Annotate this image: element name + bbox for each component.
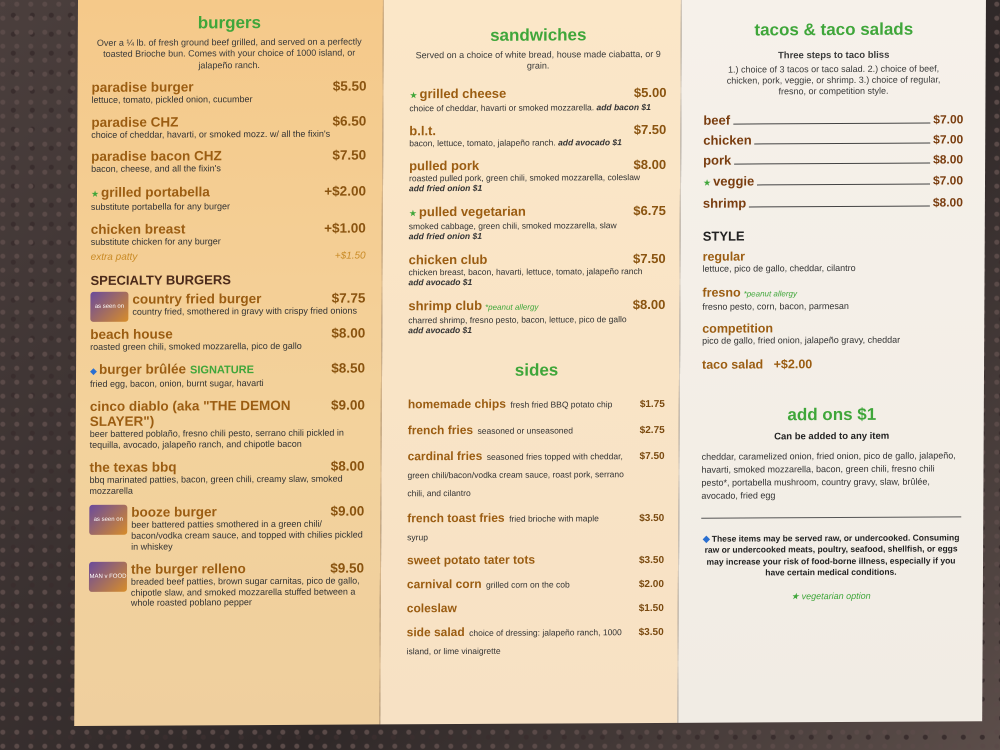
- item-desc: fresh fried BBQ potato chip: [510, 399, 613, 411]
- vegetarian-note-text: vegetarian option: [801, 590, 871, 601]
- raw-warning-diamond-icon: ◆: [702, 533, 710, 544]
- vegetarian-star-icon: ★: [408, 208, 417, 219]
- item-desc: charred shrimp, fresno pesto, bacon, lettuce, pico de gallo: [408, 314, 627, 326]
- item-price: $8.00: [331, 325, 366, 341]
- item-desc: seasoned or unseasoned: [477, 425, 574, 437]
- item-desc: breaded beef patties, brown sugar carnitas, pico de gallo, chipotle slaw, and smoked mozzarella stuffed between a whole roasted poblano pepper: [130, 575, 360, 609]
- item-desc: choice of cheddar, havarti, or smoked mozz. w/ all the fixin's: [91, 128, 331, 140]
- item-addon: add fried onion $1: [408, 182, 483, 194]
- item-desc: lettuce, tomato, pickled onion, cucumber: [91, 93, 253, 105]
- burgers-panel: [74, 0, 383, 726]
- item-price: $8.00: [330, 458, 365, 474]
- vegetarian-star-icon: ★: [702, 177, 712, 188]
- sandwiches-panel: [379, 0, 681, 724]
- item-price: +$2.00: [324, 183, 367, 199]
- item-price: $3.50: [639, 513, 665, 525]
- style-name: competition: [702, 320, 774, 336]
- burger-item: [90, 360, 365, 390]
- tv-badge-logo: as seen on: [90, 291, 128, 321]
- item-name: beef: [703, 112, 731, 128]
- side-item: [407, 552, 664, 567]
- addons-title: add ons $1: [787, 404, 877, 424]
- leader-line: [757, 183, 930, 185]
- burger-item: [90, 398, 365, 451]
- item-price: $7.50: [332, 147, 367, 164]
- burger-item: [90, 290, 365, 326]
- taco-steps-title: Three steps to taco bliss: [777, 49, 890, 62]
- raw-warning-diamond-icon: ◆: [90, 366, 98, 377]
- item-desc: beer battered poblaño, fresno chili pesto, serrano chili pickled in tequilla, avocado, jalapeño ranch, and chipotle bacon: [89, 427, 344, 450]
- item-name: chicken: [703, 132, 752, 148]
- burger-item: [91, 148, 366, 175]
- sandwich-item: [409, 202, 666, 242]
- style-desc: pico de gallo, fried onion, jalapeño gravy, cheddar: [702, 334, 901, 346]
- item-name: the texas bbq: [89, 459, 177, 475]
- side-item: [407, 574, 664, 593]
- item-desc: fried egg, bacon, onion, burnt sugar, havarti: [89, 378, 264, 390]
- sandwiches-description: Served on a choice of white bread, house made ciabatta, or 9 grain.: [415, 48, 661, 71]
- item-price: $2.00: [638, 579, 664, 591]
- item-price: $7.50: [633, 250, 666, 266]
- item-price: $7.00: [932, 172, 964, 188]
- item-desc: beer battered patties smothered in a green chili/ bacon/vodka cream sauce, and topped with chilies pickled in whiskey: [131, 519, 363, 552]
- item-desc: roasted pulled pork, green chili, smoked mozzarella, coleslaw: [409, 171, 641, 184]
- burger-item: [91, 78, 366, 105]
- item-desc: bbq marinated patties, bacon, green chili, creamy slaw, smoked mozzarella: [89, 473, 343, 496]
- sandwich-item: [409, 122, 666, 149]
- signature-label: SIGNATURE: [189, 364, 255, 377]
- item-name: pulled vegetarian: [418, 203, 526, 220]
- item-addon: add avocado $1: [408, 325, 473, 336]
- item-name: paradise bacon CHZ: [91, 148, 222, 165]
- item-name: cinco diablo (aka "THE DEMON SLAYER"): [89, 398, 291, 430]
- leader-line: [734, 162, 930, 164]
- taco-salad-price: +$2.00: [773, 356, 813, 371]
- item-desc: fried brioche with maple syrup: [407, 513, 599, 543]
- item-name: b.l.t.: [409, 122, 437, 138]
- item-addon: add avocado $1: [408, 276, 473, 288]
- item-name: chicken club: [408, 251, 488, 267]
- side-item: [407, 446, 664, 501]
- taco-item: [703, 111, 963, 127]
- item-price: $7.50: [639, 451, 665, 463]
- style-item: [703, 248, 963, 273]
- item-name: homemade chips: [407, 397, 506, 412]
- extra-patty-label: extra patty: [90, 251, 138, 263]
- burger-item: [91, 220, 366, 247]
- addons-list: cheddar, caramelized onion, fried onion, pico de gallo, jalapeño, havarti, smoked mozzarella, bacon, green chili, fresno chili pesto*, portabella mushroom, country gravy, slaw, brûlée, avocado, fried egg: [701, 450, 956, 501]
- item-desc: roasted green chili, smoked mozzarella, pico de gallo: [90, 340, 302, 352]
- raw-warning: [701, 531, 961, 579]
- style-item: [702, 282, 962, 311]
- item-name: booze burger: [131, 504, 217, 521]
- burger-item: [89, 504, 364, 562]
- item-price: $8.00: [633, 156, 667, 172]
- burger-item: [90, 325, 365, 352]
- item-price: $9.00: [330, 503, 365, 519]
- item-desc: choice of cheddar, havarti or smoked mozzarella.: [409, 101, 595, 113]
- item-price: $1.50: [638, 603, 664, 615]
- item-name: shrimp club: [408, 297, 483, 314]
- leader-line: [755, 142, 931, 144]
- tacos-panel: [677, 0, 986, 723]
- item-name: cardinal fries: [407, 449, 483, 464]
- item-price: $7.00: [933, 131, 964, 147]
- item-name: carnival corn: [406, 577, 482, 592]
- vegetarian-note: [701, 590, 961, 602]
- item-price: $9.00: [331, 397, 365, 413]
- peanut-allergy-note: *peanut allergy: [485, 302, 539, 312]
- sandwich-item: [409, 83, 666, 113]
- tv-badge-logo: as seen on: [89, 505, 127, 535]
- side-item: [407, 622, 664, 659]
- taco-item: [703, 194, 963, 210]
- specialty-title: SPECIALTY BURGERS: [90, 271, 231, 288]
- item-name: pulled pork: [409, 157, 480, 174]
- leader-line: [733, 122, 930, 124]
- leader-line: [749, 205, 930, 207]
- item-price: $5.00: [633, 84, 667, 100]
- item-desc: substitute portabella for any burger: [90, 201, 231, 213]
- sandwich-item: [408, 296, 665, 336]
- item-name: paradise burger: [91, 79, 194, 95]
- item-name: paradise CHZ: [91, 114, 179, 130]
- style-name: fresno: [702, 285, 741, 300]
- item-price: $7.50: [633, 121, 667, 137]
- item-price: $8.00: [632, 296, 666, 313]
- sandwiches-title: sandwiches: [490, 25, 587, 45]
- sandwich-item: [409, 157, 666, 194]
- side-item: [408, 394, 665, 413]
- item-price: $3.50: [638, 627, 664, 639]
- item-addon: add bacon $1: [596, 101, 651, 112]
- taco-salad-name: taco salad: [702, 357, 764, 372]
- side-item: [407, 508, 664, 545]
- item-price: $7.00: [933, 111, 964, 127]
- vegetarian-star-icon: ★: [90, 189, 100, 200]
- item-price: $3.50: [638, 555, 665, 567]
- burger-item: [89, 458, 364, 496]
- item-name: grilled cheese: [419, 85, 507, 101]
- sides-title: sides: [514, 360, 559, 381]
- item-price: $1.75: [639, 399, 665, 411]
- peanut-allergy-note: *peanut allergy: [743, 288, 798, 299]
- item-desc: substitute chicken for any burger: [90, 236, 221, 247]
- item-price: $6.75: [633, 203, 666, 219]
- item-name: the burger relleno: [130, 560, 246, 577]
- item-name: shrimp: [702, 195, 747, 211]
- side-item: [408, 420, 665, 439]
- item-desc: country fried, smothered in gravy with crispy fried onions: [132, 305, 357, 317]
- raw-warning-text: These items may be served raw, or undercooked. Consuming raw or undercooked meats, poultry, seafood, shellfish, or eggs may increase your risk of food-borne illness, especially if you have certain medical conditions.: [704, 532, 960, 578]
- extra-patty-price: +$1.50: [334, 250, 366, 262]
- item-price: $8.00: [932, 194, 963, 210]
- item-desc: choice of dressing: jalapeño ranch, 1000 island, or lime vinaigrette: [406, 627, 622, 657]
- item-price: $6.50: [332, 113, 367, 129]
- burgers-title: burgers: [197, 13, 262, 33]
- burger-item: [89, 560, 364, 618]
- taco-salad: [702, 354, 962, 373]
- item-price: $5.50: [332, 78, 367, 94]
- burger-item: [91, 113, 366, 140]
- item-addon: add fried onion $1: [408, 231, 482, 242]
- style-name: regular: [702, 249, 746, 264]
- vegetarian-star-icon: ★: [409, 89, 418, 100]
- style-item: [702, 320, 962, 345]
- item-price: +$1.00: [324, 220, 366, 236]
- item-name: pork: [703, 152, 732, 168]
- menu-paper: [74, 0, 986, 726]
- item-desc: smoked cabbage, green chili, smoked mozzarella, slaw: [408, 220, 617, 232]
- item-name: chicken breast: [90, 221, 186, 237]
- item-name: grilled portabella: [101, 184, 210, 201]
- item-name: sweet potato tater tots: [407, 552, 536, 568]
- style-title: STYLE: [702, 228, 745, 244]
- item-price: $8.50: [331, 360, 366, 377]
- item-price: $7.75: [331, 290, 366, 306]
- taco-item: [703, 151, 963, 167]
- item-addon: add avocado $1: [558, 136, 622, 148]
- item-price: $8.00: [933, 151, 964, 167]
- item-name: coleslaw: [406, 601, 457, 616]
- item-name: beach house: [90, 326, 173, 342]
- vegetarian-star-icon: ★: [790, 590, 802, 601]
- item-name: veggie: [713, 173, 755, 189]
- addons-subtitle: Can be added to any item: [774, 430, 890, 442]
- style-desc: lettuce, pico de gallo, cheddar, cilantro: [702, 262, 856, 274]
- style-desc: fresno pesto, corn, bacon, parmesan: [702, 300, 849, 312]
- item-desc: grilled corn on the cob: [486, 579, 570, 591]
- item-desc: bacon, cheese, and all the fixin's: [91, 163, 221, 175]
- extra-patty: [91, 250, 366, 262]
- item-price: $2.75: [639, 425, 665, 437]
- item-name: french toast fries: [407, 511, 505, 526]
- taco-steps: 1.) choice of 3 tacos or taco salad. 2.) choice of beef, chicken, pork, veggie, or shrimp. 3.) choice of regular, fresno, or competition style.: [726, 63, 941, 97]
- sandwich-item: [408, 251, 665, 288]
- divider-line: [701, 515, 961, 518]
- side-item: [407, 600, 664, 615]
- item-name: country fried burger: [132, 290, 262, 307]
- item-name: side salad: [406, 625, 465, 640]
- item-price: $9.50: [330, 560, 365, 576]
- burger-item: [91, 183, 366, 213]
- item-desc: seasoned fries topped with cheddar, green chili/bacon/vodka cream sauce, roast pork, serrano chili, and cilantro: [407, 451, 624, 499]
- item-name: french fries: [407, 423, 474, 438]
- tacos-title: tacos & taco salads: [754, 19, 914, 40]
- man-v-food-logo: MAN v FOOD: [89, 561, 127, 591]
- item-name: burger brûlée: [98, 361, 187, 378]
- item-desc: chicken breast, bacon, havarti, lettuce, tomato, jalapeño ranch: [408, 265, 643, 277]
- taco-item: [703, 131, 963, 147]
- item-desc: bacon, lettuce, tomato, jalapeño ranch.: [409, 137, 556, 148]
- burgers-description: Over a ¼ lb. of fresh ground beef grilled, and served on a perfectly toasted Brioche bun. Comes with your choice of 1000 island, or jalapeño ranch.: [96, 36, 362, 70]
- taco-item: [703, 171, 963, 190]
